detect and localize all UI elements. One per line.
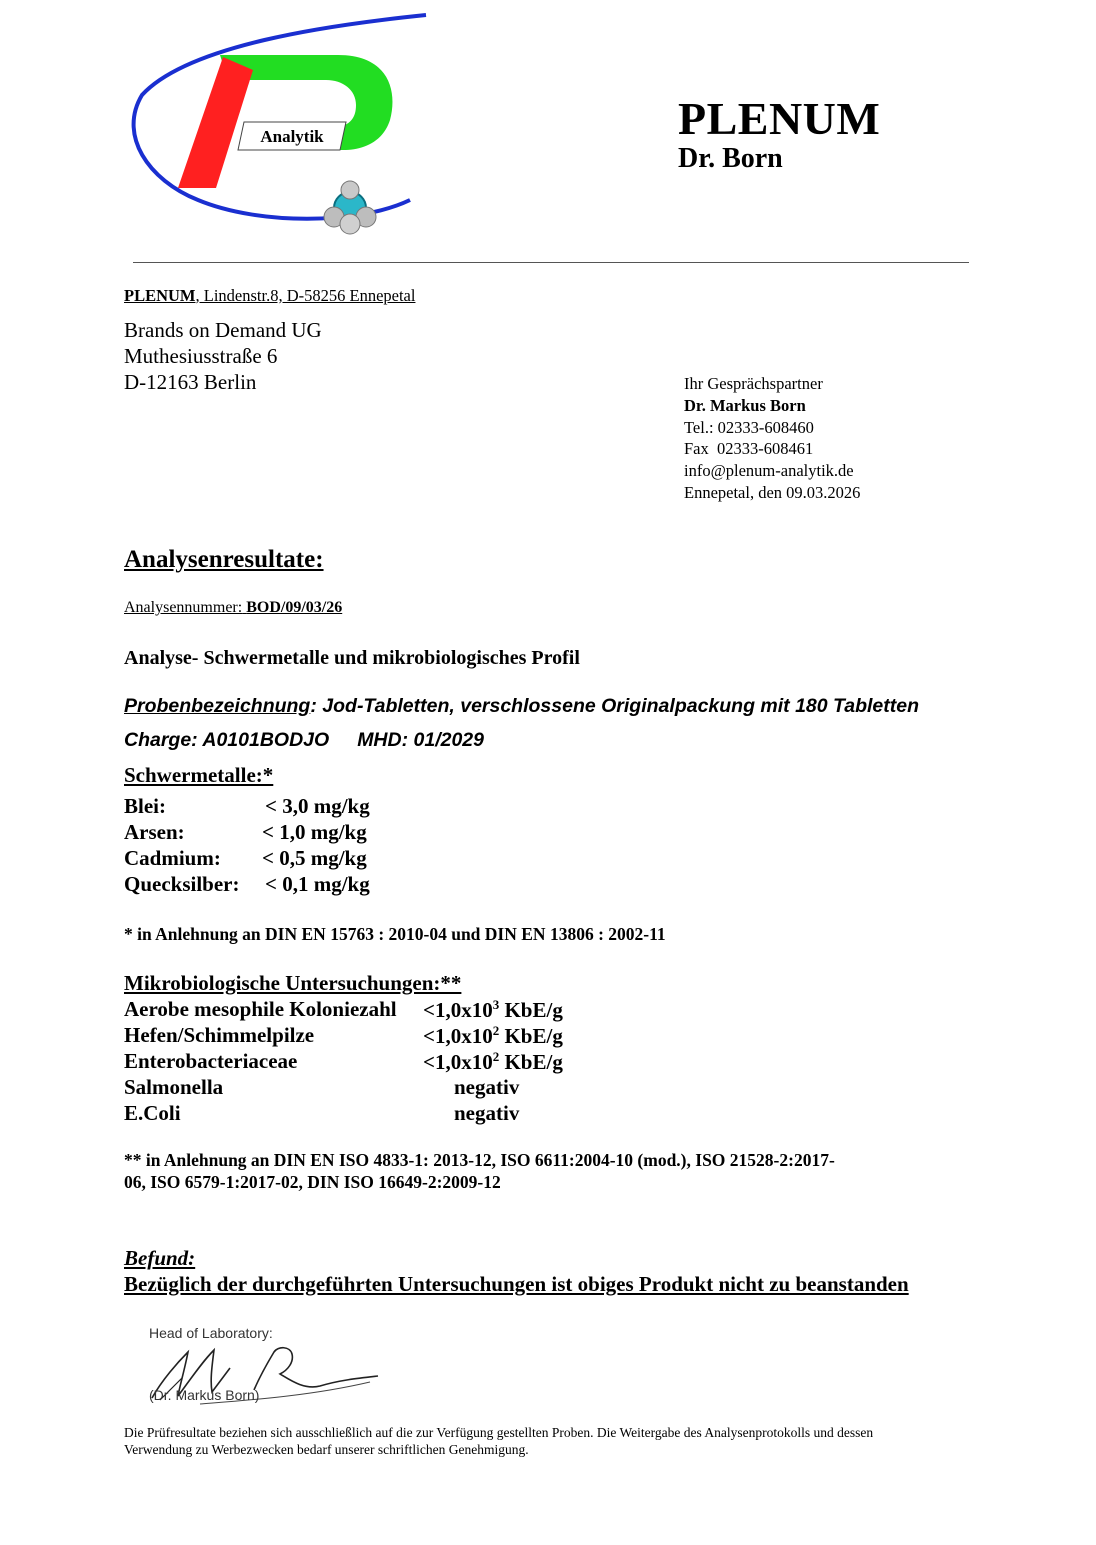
footer-line: Verwendung zu Werbezwecken bedarf unserer schriftlichen Genehmigung. <box>124 1442 529 1457</box>
sample-description <box>124 695 919 718</box>
signature-name: (Dr. Markus Born) <box>149 1387 260 1403</box>
sample-label: Probenbezeichnung <box>124 695 311 717</box>
batch-line <box>124 729 484 752</box>
analysis-number-label: Analysennummer: <box>124 599 243 616</box>
signature-label: Head of Laboratory: <box>149 1325 273 1341</box>
report-title: Analysenresultate: <box>124 546 324 573</box>
metal-value: < 0,1 mg/kg <box>265 872 370 896</box>
heavy-metals-heading: Schwermetalle:* <box>124 763 274 787</box>
metal-value: < 0,5 mg/kg <box>262 846 367 870</box>
contact-name: Dr. Markus Born <box>684 396 806 415</box>
finding-heading: Befund: <box>124 1246 196 1270</box>
microbiology-note-line1: ** in Anlehnung an DIN EN ISO 4833-1: 2013-12, ISO 6611:2004-10 (mod.), ISO 21528-2:2017- <box>124 1150 835 1170</box>
micro-value: $<1,0x10^3$ KbE/g <box>423 997 563 1022</box>
recipient-line: Muthesiusstraße 6 <box>124 344 278 368</box>
metal-name: Cadmium: <box>124 846 221 870</box>
contact-label: Ihr Gesprächspartner <box>684 374 823 393</box>
contact-fax: Fax 02333-608461 <box>684 439 814 458</box>
micro-value: $<1,0x10^2$ KbE/g <box>423 1023 563 1048</box>
sender-address: , Lindenstr.8, D-58256 Ennepetal <box>195 286 416 305</box>
company-name: PLENUM <box>678 93 881 144</box>
metal-name: Arsen: <box>124 820 185 844</box>
contact-tel: Tel.: 02333-608460 <box>684 418 814 437</box>
metal-value: < 1,0 mg/kg <box>262 820 367 844</box>
plenum-analytik-logo <box>128 10 433 240</box>
sample-value: : Jod-Tabletten, verschlossene Originalpackung mit 180 Tabletten <box>310 695 919 717</box>
best-before: MHD: 01/2029 <box>357 729 484 751</box>
metal-name: Blei: <box>124 794 166 818</box>
logo-text: Analytik <box>260 127 324 146</box>
batch-number: Charge: A0101BODJO <box>124 729 330 751</box>
recipient-line: D-12163 Berlin <box>124 370 257 394</box>
metal-name: Quecksilber: <box>124 872 240 896</box>
sender-name: PLENUM <box>124 286 196 305</box>
footer-disclaimer <box>124 1424 974 1458</box>
sender-line <box>124 286 415 306</box>
heavy-metals-note: * in Anlehnung an DIN EN 15763 : 2010-04 und DIN EN 13806 : 2002-11 <box>124 924 666 944</box>
analysis-number-line <box>124 599 342 617</box>
finding-text: Bezüglich der durchgeführten Untersuchungen ist obiges Produkt nicht zu beanstanden <box>124 1272 909 1296</box>
analysis-number: BOD/09/03/26 <box>246 599 343 616</box>
micro-value: negativ <box>454 1075 520 1099</box>
micro-value: $<1,0x10^2$ KbE/g <box>423 1049 563 1074</box>
micro-name: Enterobacteriaceae <box>124 1049 298 1073</box>
header-divider <box>133 262 969 263</box>
contact-date: Ennepetal, den 09.03.2026 <box>684 483 861 502</box>
micro-value: negativ <box>454 1101 520 1125</box>
micro-name: Aerobe mesophile Koloniezahl <box>124 997 397 1021</box>
micro-name: E.Coli <box>124 1101 181 1125</box>
micro-name: Salmonella <box>124 1075 224 1099</box>
metal-value: < 3,0 mg/kg <box>265 794 370 818</box>
micro-name: Hefen/Schimmelpilze <box>124 1023 315 1047</box>
recipient-line: Brands on Demand UG <box>124 318 322 342</box>
microbiology-note-line2: 06, ISO 6579-1:2017-02, DIN ISO 16649-2:2009-12 <box>124 1172 501 1192</box>
footer-line: Die Prüfresultate beziehen sich ausschließlich auf die zur Verfügung gestellten Proben. Die Weitergabe des Analysenprotokolls und dessen <box>124 1425 874 1440</box>
analysis-subject: Analyse- Schwermetalle und mikrobiologisches Profil <box>124 647 580 669</box>
microbiology-heading: Mikrobiologische Untersuchungen:** <box>124 971 462 995</box>
company-subtitle: Dr. Born <box>678 143 783 174</box>
contact-email: info@plenum-analytik.de <box>684 461 854 480</box>
